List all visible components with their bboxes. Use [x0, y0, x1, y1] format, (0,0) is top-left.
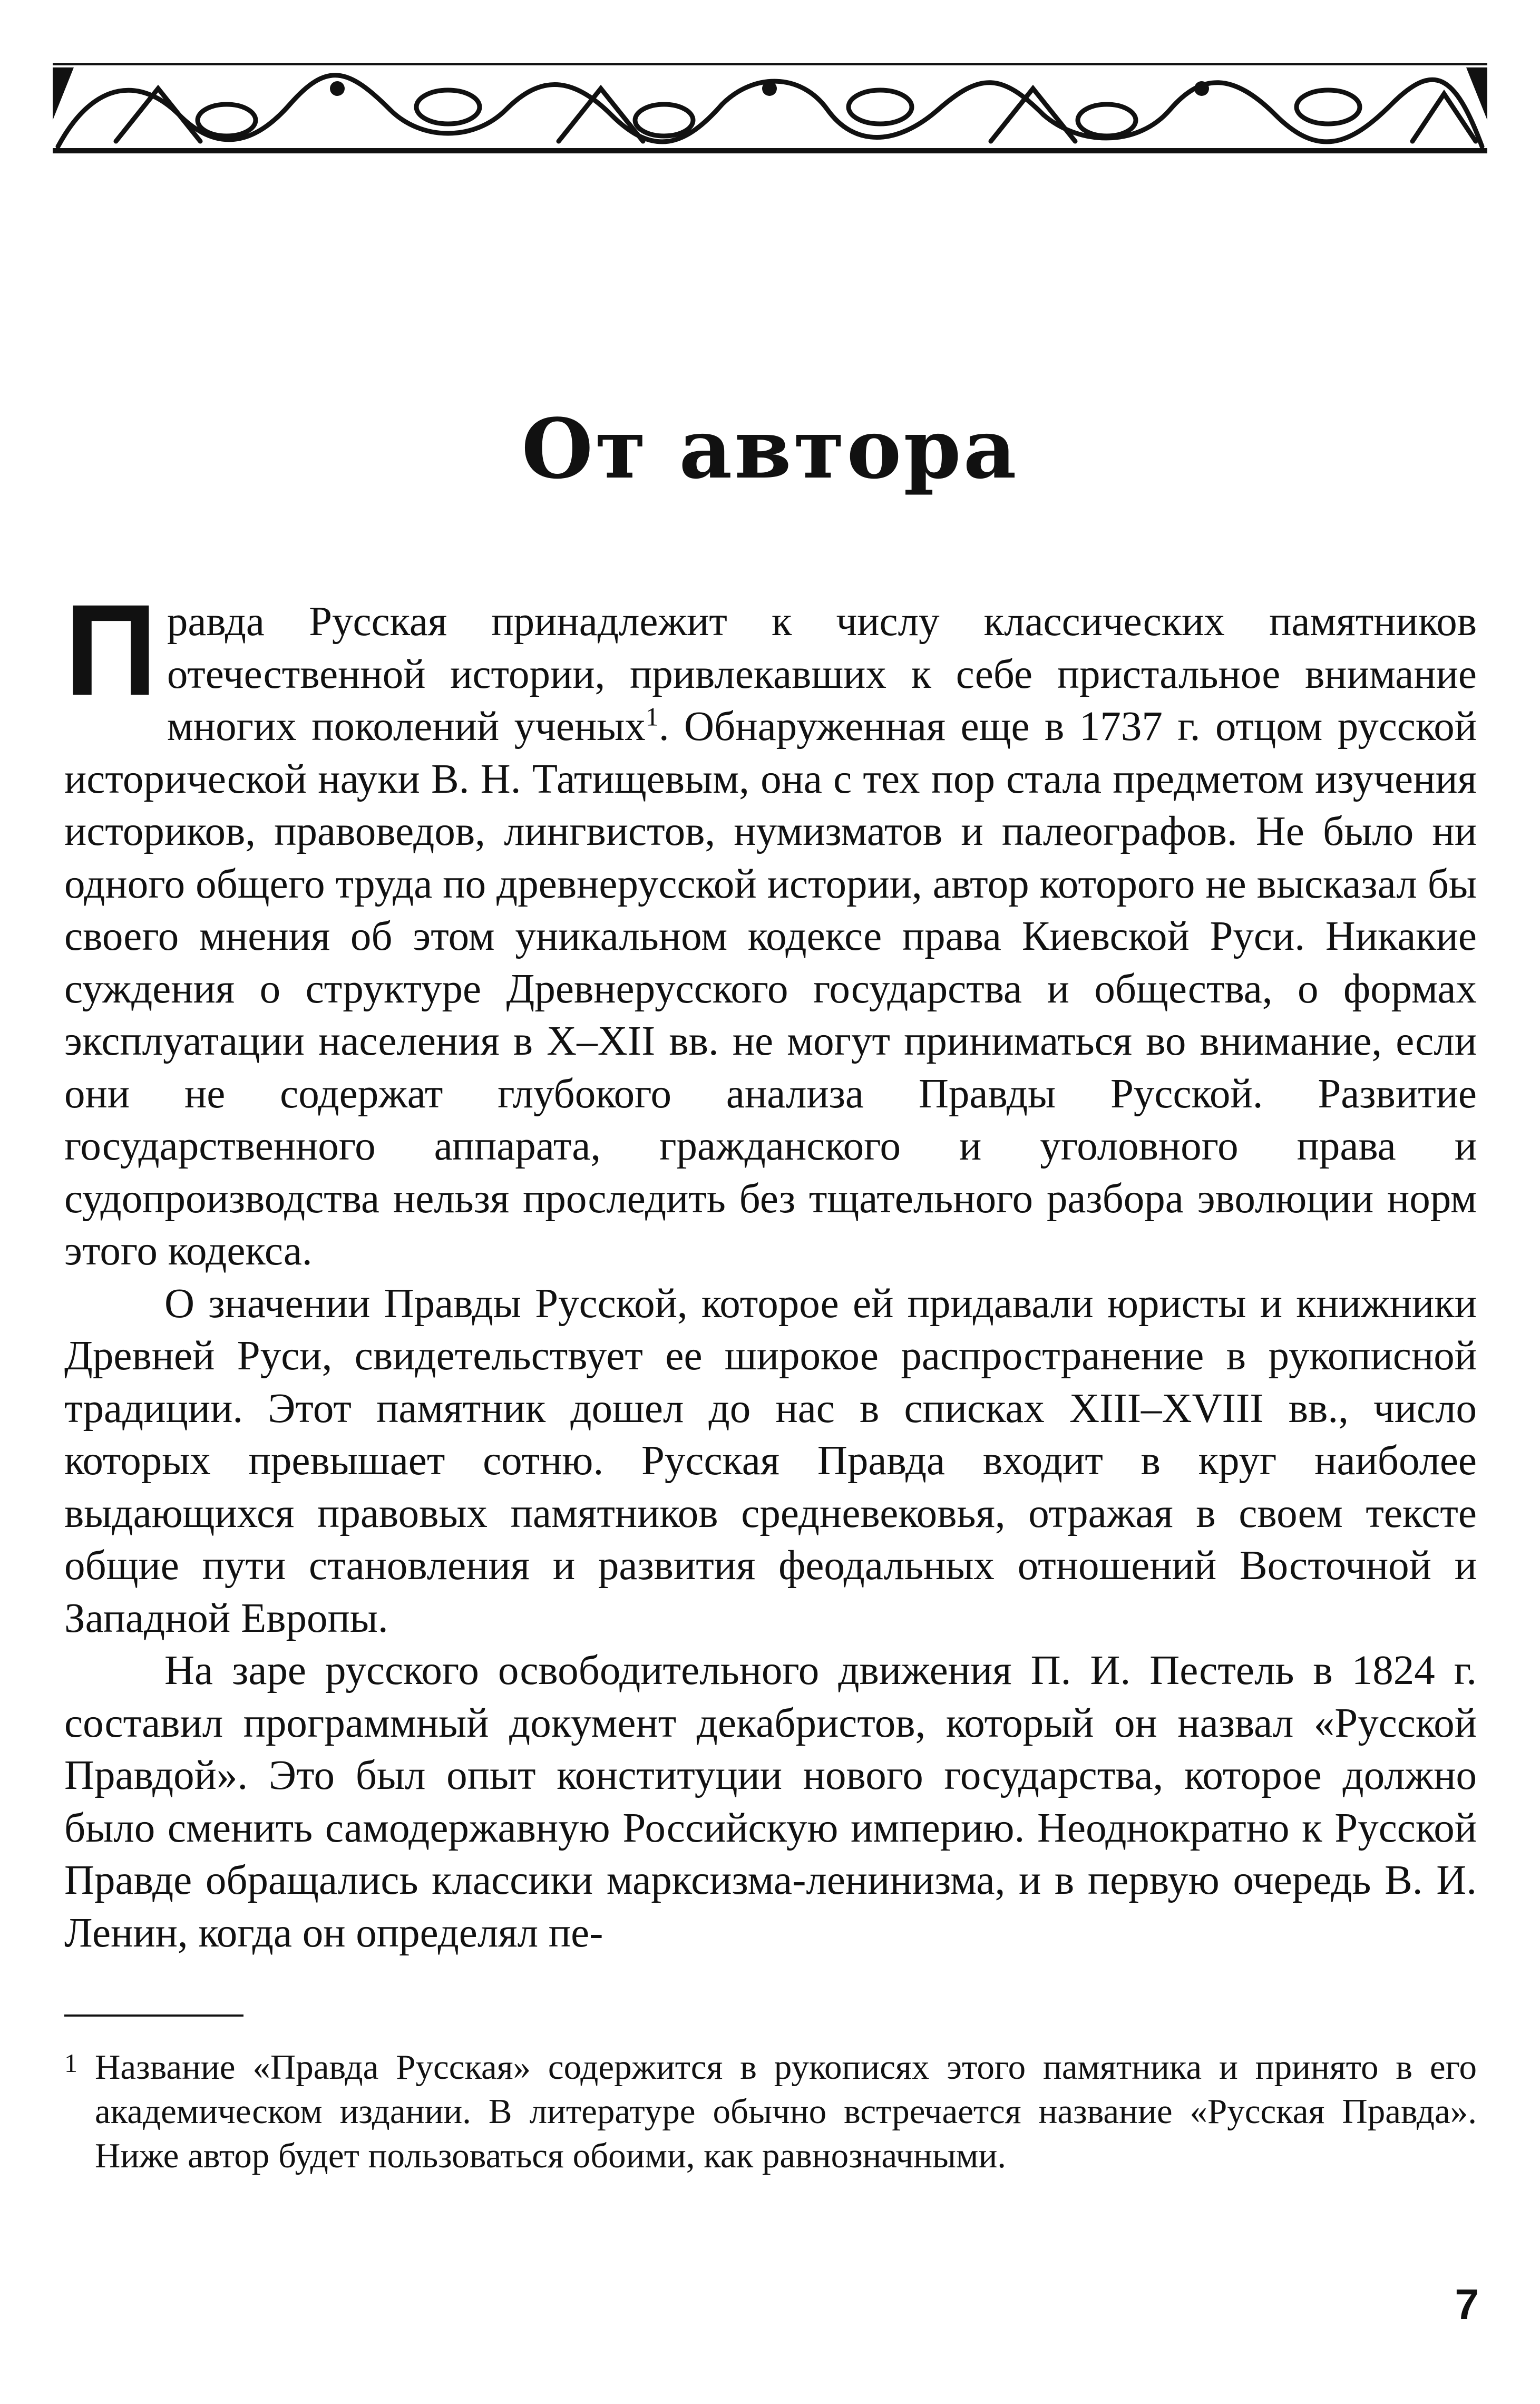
paragraph-2: О значении Правды Русской, которое ей придавали юристы и книжники Древней Руси, свидетельствует ее широкое распространение в рукописной традиции. Этот памятник дошел до нас в списках XIII–XVIII вв., число которых превышает сотню. Русская Правда входит в круг наиболее выдающихся правовых памятников средневековья, отражая в своем тексте общие пути становления и развития феодальных отношений Восточной и Западной Европы. [64, 1280, 1477, 1641]
footnote [64, 2045, 1477, 2178]
footnote-divider [64, 2014, 243, 2017]
page-title: От автора [521, 401, 1019, 497]
main-text [64, 578, 1477, 1959]
paragraph-1-text-b: . Обнаруженная еще в 1737 г. отцом русской исторической науки В. Н. Татищевым, она с тех пор стала предметом изучения историков, правоведов, лингвистов, нумизматов и палеографов. Не было ни одного общего труда по древнерусской истории, автор которого не высказал бы своего мнения об этом уникальном кодексе права Киевской Руси. Никакие суждения о структуре Древнерусского государства и общества, о формах эксплуатации населения в X–XII вв. не могут приниматься во внимание, если они не содержат глубокого анализа Правды Русской. Развитие государственного аппарата, гражданского и уголовного права и судопроизводства нельзя проследить без тщательного разбора эволюции норм этого кодекса. [64, 704, 1477, 1274]
ornamental-header-band [53, 57, 1487, 157]
paragraph-1 [64, 578, 1477, 1278]
drop-cap-letter: П [64, 578, 158, 723]
footnote-reference[interactable]: 1 [645, 702, 659, 732]
paragraph-1-text-a: равда Русская принадлежит к числу классических памятников отечественной истории, привлекавших к себе пристальное внимание многих поколений ученых [167, 599, 1477, 750]
footnote-number: 1 [64, 2048, 77, 2078]
footnote-text: Название «Правда Русская» содержится в рукописях этого памятника и принято в его академическом издании. В литературе обычно встречается название «Русская Правда». Ниже автор будет пользоваться обоими, как равнозначными. [95, 2048, 1477, 2175]
ornament-scroll-graphic [53, 57, 1487, 157]
paragraph-3: На заре русского освободительного движения П. И. Пестель в 1824 г. составил программный документ декабристов, который он назвал «Русской Правдой». Это был опыт конституции нового государства, которое должно было сменить самодержавную Российскую империю. Неоднократно к Русской Правде обращались классики марксизма-ленинизма, и в первую очередь В. И. Ленин, когда он определял пе- [64, 1648, 1477, 1956]
page-number: 7 [1455, 2281, 1479, 2329]
